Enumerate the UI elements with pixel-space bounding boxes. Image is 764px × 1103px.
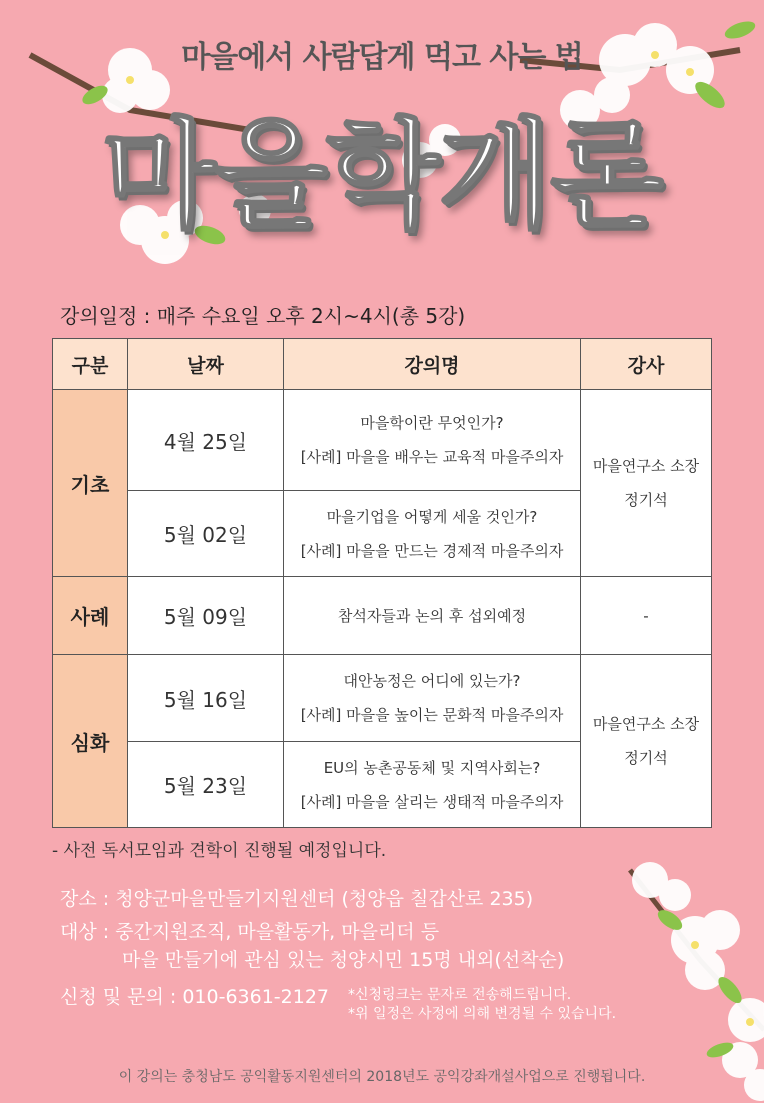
instructor-case: - [581, 577, 712, 655]
lecture-name: 참석자들과 논의 후 섭외예정 [284, 577, 581, 655]
lecture-table [52, 338, 712, 828]
lecture-name [284, 390, 581, 491]
table-row [53, 390, 712, 491]
lecture-subtitle: [사례] 마을을 배우는 교육적 마을주의자 [300, 448, 564, 466]
header-date: 날짜 [128, 339, 284, 390]
lecture-title: EU의 농촌공동체 및 지역사회는? [323, 758, 541, 777]
info-contact: 신청 및 문의 : 010-6361-2127 [60, 986, 330, 1008]
lecture-title: 마을학이란 무엇인가? [360, 414, 504, 432]
info-note-schedule: *위 일정은 사정에 의해 변경될 수 있습니다. [348, 1006, 617, 1022]
lecture-title: 대안농정은 어디에 있는가? [343, 672, 521, 690]
instructor-name: 정기석 [624, 491, 668, 509]
lecture-subtitle: [사례] 마을을 높이는 문화적 마을주의자 [300, 706, 564, 724]
header-lecture: 강의명 [284, 339, 581, 390]
table-row [53, 655, 712, 742]
lecture-date: 5월 09일 [128, 577, 284, 655]
lecture-date: 5월 23일 [128, 742, 284, 828]
instructor-deep [581, 655, 712, 828]
lecture-name [284, 491, 581, 577]
table-header-row [53, 339, 712, 390]
lecture-name [284, 655, 581, 742]
category-case: 사례 [53, 577, 128, 655]
poster-title: 마을학개론 [102, 106, 662, 244]
table-row [53, 577, 712, 655]
category-basic: 기초 [53, 390, 128, 577]
lecture-date: 5월 02일 [128, 491, 284, 577]
instructor-basic [581, 390, 712, 577]
info-place: 장소 : 청양군마을만들기지원센터 (청양읍 칠갑산로 235) [60, 888, 534, 910]
header-category: 구분 [53, 339, 128, 390]
lecture-date: 4월 25일 [128, 390, 284, 491]
info-note-link: *신청링크는 문자로 전송해드립니다. [348, 987, 572, 1003]
instructor-name: 정기석 [624, 749, 668, 767]
info-target-line2: 마을 만들기에 관심 있는 청양시민 15명 내외(선착순) [122, 949, 565, 971]
table-note: - 사전 독서모임과 견학이 진행될 예정입니다. [52, 841, 387, 861]
footer-text: 이 강의는 충청남도 공익활동지원센터의 2018년도 공익강좌개설사업으로 진행됩니다. [118, 1069, 646, 1085]
poster-subtitle: 마을에서 사람답게 먹고 사는 법 [181, 40, 583, 75]
schedule-label: 강의일정 : 매주 수요일 오후 2시~4시(총 5강) [60, 304, 466, 328]
instructor-affiliation: 마을연구소 소장 [592, 457, 700, 475]
info-target-line1: 대상 : 중간지원조직, 마을활동가, 마을리더 등 [60, 921, 440, 943]
instructor-affiliation: 마을연구소 소장 [592, 715, 700, 733]
category-deep: 심화 [53, 655, 128, 828]
lecture-name [284, 742, 581, 828]
lecture-date: 5월 16일 [128, 655, 284, 742]
header-instructor: 강사 [581, 339, 712, 390]
lecture-subtitle: [사례] 마을을 살리는 생태적 마을주의자 [300, 792, 564, 811]
lecture-title: 마을기업을 어떻게 세울 것인가? [326, 507, 538, 526]
lecture-subtitle: [사례] 마을을 만드는 경제적 마을주의자 [300, 541, 564, 560]
